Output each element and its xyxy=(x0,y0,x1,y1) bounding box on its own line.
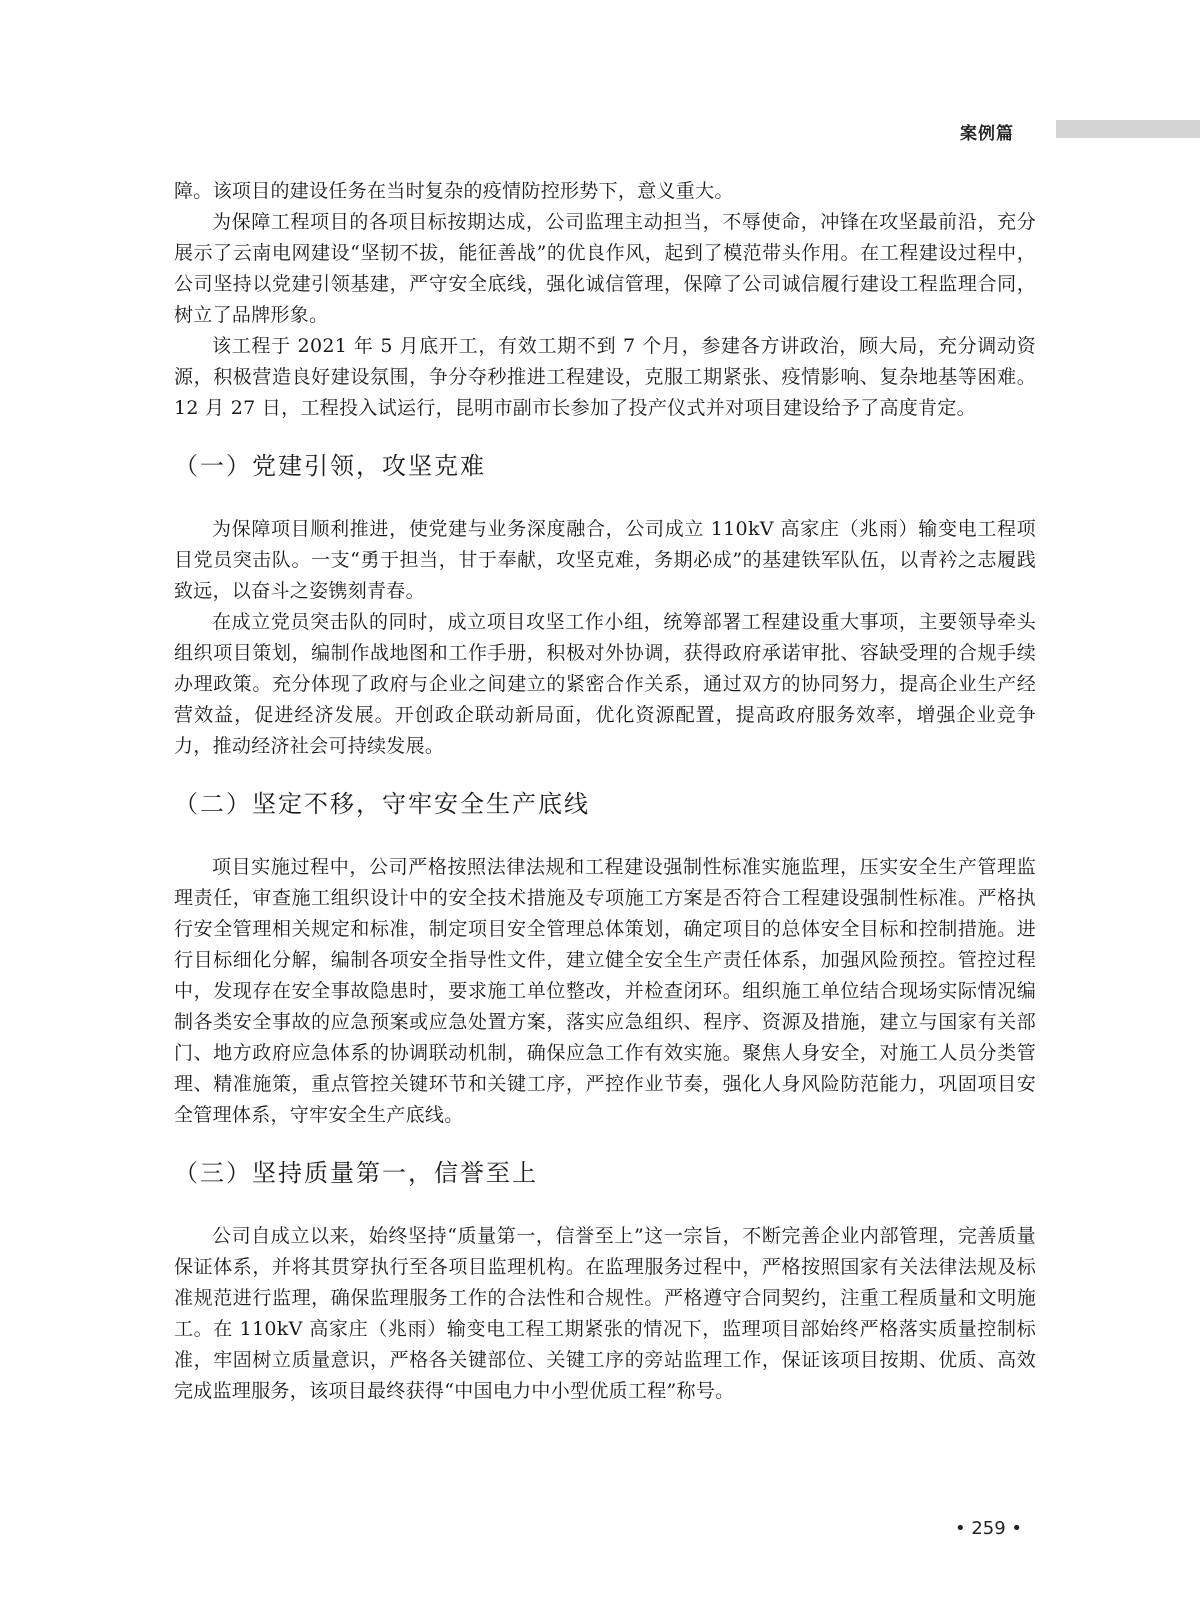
section-3-paragraph-1: 公司自成立以来，始终坚持“质量第一，信誉至上”这一宗旨，不断完善企业内部管理，完善质量保证体系，并将其贯穿执行至各项目监理机构。在监理服务过程中，严格按照国家有关法律法规及标准规范进行监理，确保监理服务工作的合法性和合规性。严格遵守合同契约，注重工程质量和文明施工。在 110kV 高家庄（兆雨）输变电工程工期紧张的情况下，监理项目部始终严格落实质量控制标准，牢固树立质量意识，严格各关键部位、关键工序的旁站监理工作，保证该项目按期、优质、高效完成监理服务，该项目最终获得“中国电力中小型优质工程”称号。 xyxy=(174,1225,1036,1402)
page-body xyxy=(174,176,1036,1407)
section-heading-2: （二）坚定不移，守牢安全生产底线 xyxy=(174,790,590,818)
paragraph-intro-1: 障。该项目的建设任务在当时复杂的疫情防控形势下，意义重大。 xyxy=(174,180,734,202)
section-1-paragraph-1: 为保障项目顺利推进，使党建与业务深度融合，公司成立 110kV 高家庄（兆雨）输变电工程项目党员突击队。一支“勇于担当，甘于奉献，攻坚克难，务期必成”的基建铁军队伍，以青衿之志履践致远，以奋斗之姿镌刻青春。 xyxy=(174,518,1036,602)
section-label: 案例篇 xyxy=(960,124,1014,144)
section-heading-3: （三）坚持质量第一，信誉至上 xyxy=(174,1159,538,1187)
header-bar xyxy=(1056,120,1200,138)
paragraph-intro-2: 为保障工程项目的各项目标按期达成，公司监理主动担当，不辱使命，冲锋在攻坚最前沿，充分展示了云南电网建设“坚韧不拔，能征善战”的优良作风，起到了模范带头作用。在工程建设过程中，公司坚持以党建引领基建，严守安全底线，强化诚信管理，保障了公司诚信履行建设工程监理合同，树立了品牌形象。 xyxy=(174,211,1036,326)
section-1-paragraph-2: 在成立党员突击队的同时，成立项目攻坚工作小组，统筹部署工程建设重大事项，主要领导牵头组织项目策划，编制作战地图和工作手册，积极对外协调，获得政府承诺审批、容缺受理的合规手续办理政策。充分体现了政府与企业之间建立的紧密合作关系，通过双方的协同努力，提高企业生产经营效益，促进经济发展。开创政企联动新局面，优化资源配置，提高政府服务效率，增强企业竞争力，推动经济社会可持续发展。 xyxy=(174,611,1036,757)
page-number: • 259 • xyxy=(955,1518,1023,1539)
section-heading-1: （一）党建引领，攻坚克难 xyxy=(174,452,486,480)
section-2-paragraph-1: 项目实施过程中，公司严格按照法律法规和工程建设强制性标准实施监理，压实安全生产管理监理责任，审查施工组织设计中的安全技术措施及专项施工方案是否符合工程建设强制性标准。严格执行安全管理相关规定和标准，制定项目安全管理总体策划，确定项目的总体安全目标和控制措施。进行目标细化分解，编制各项安全指导性文件，建立健全安全生产责任体系，加强风险预控。管控过程中，发现存在安全事故隐患时，要求施工单位整改，并检查闭环。组织施工单位结合现场实际情况编制各类安全事故的应急预案或应急处置方案，落实应急组织、程序、资源及措施，建立与国家有关部门、地方政府应急体系的协调联动机制，确保应急工作有效实施。聚焦人身安全，对施工人员分类管理、精准施策，重点管控关键环节和关键工序，严控作业节奏，强化人身风险防范能力，巩固项目安全管理体系，守牢安全生产底线。 xyxy=(174,856,1036,1126)
paragraph-intro-3: 该工程于 2021 年 5 月底开工，有效工期不到 7 个月，参建各方讲政治，顾大局，充分调动资源，积极营造良好建设氛围，争分夺秒推进工程建设，克服工期紧张、疫情影响、复杂地基等困难。12 月 27 日，工程投入试运行，昆明市副市长参加了投产仪式并对项目建设给予了高度肯定。 xyxy=(174,335,1036,419)
